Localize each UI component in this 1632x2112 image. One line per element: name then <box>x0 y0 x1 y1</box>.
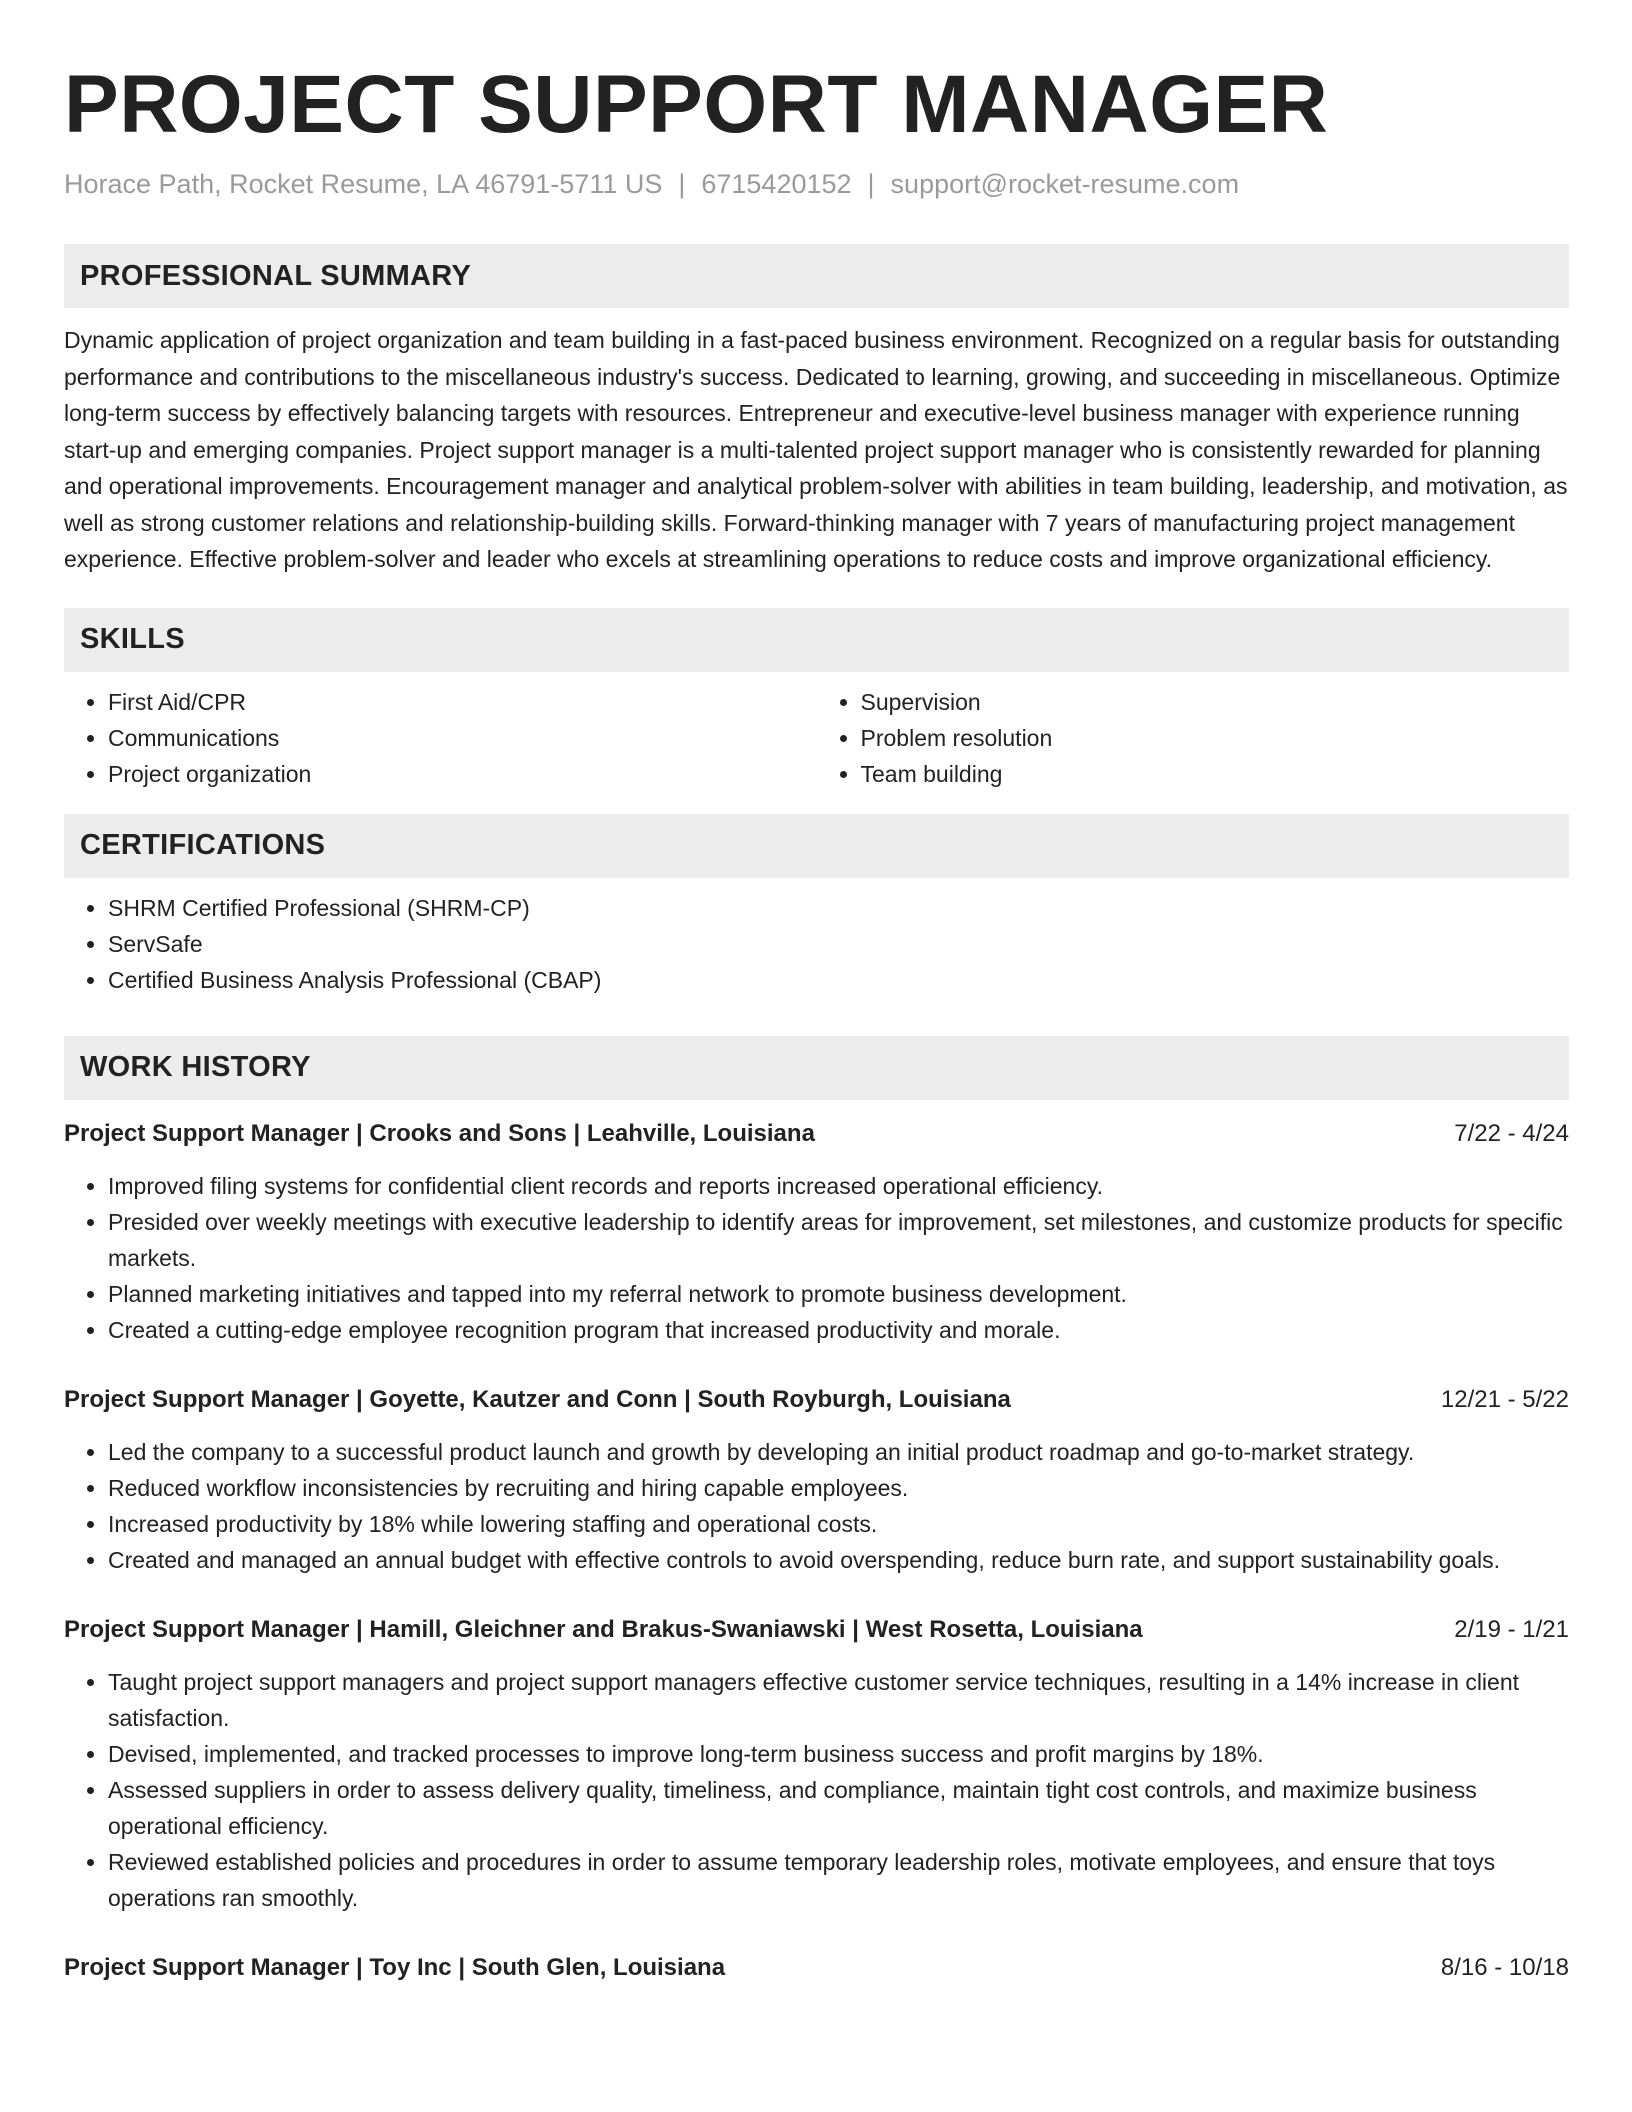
job-header <box>64 1382 1569 1418</box>
job-title: Project Support Manager | Goyette, Kautzer and Conn | South Royburgh, Louisiana <box>64 1385 1011 1413</box>
job-bullet: • Reduced workflow inconsistencies by recruiting and hiring capable employees. <box>108 1470 1569 1506</box>
summary-text: Dynamic application of project organization and team building in a fast-paced business environment. Recognized on a regular basis for outstanding performance and contributions to the miscellaneous industry's success. Dedicated to learning, growing, and succeeding in miscellaneous. Optimize long-term success by effectively balancing targets with resources. Entrepreneur and executive-level business manager with experience running start-up and emerging companies. Project support manager is a multi-talented project support manager who is consistently rewarded for planning and operational improvements. Encouragement manager and analytical problem-solver with abilities in team building, leadership, and motivation, as well as strong customer relations and relationship-building skills. Forward-thinking manager with 7 years of manufacturing project management experience. Effective problem-solver and leader who excels at streamlining operations to reduce costs and improve organizational efficiency. <box>64 327 1568 572</box>
job-header <box>64 1116 1569 1152</box>
skills-column-right <box>817 684 1570 792</box>
skill-item: • Problem resolution <box>861 720 1570 756</box>
job-bullet: • Created and managed an annual budget with effective controls to avoid overspending, reduce burn rate, and support sustainability goals. <box>108 1542 1569 1578</box>
summary-heading: PROFESSIONAL SUMMARY <box>64 244 1569 308</box>
job-bullet: • Devised, implemented, and tracked processes to improve long-term business success and profit margins by 18%. <box>108 1736 1569 1772</box>
job-bullet: • Taught project support managers and project support managers effective customer service techniques, resulting in a 14% increase in client satisfaction. <box>108 1664 1569 1736</box>
contact-line <box>64 166 1569 202</box>
skills-list <box>64 684 1569 792</box>
job-title: Project Support Manager | Hamill, Gleichner and Brakus-Swaniawski | West Rosetta, Louisiana <box>64 1615 1143 1643</box>
job-bullet: • Assessed suppliers in order to assess delivery quality, timeliness, and compliance, maintain tight cost controls, and maximize business operational efficiency. <box>108 1772 1569 1844</box>
job-bullet: • Led the company to a successful product launch and growth by developing an initial product roadmap and go-to-market strategy. <box>108 1434 1569 1470</box>
contact-separator: | <box>678 169 686 199</box>
job-bullets <box>64 1434 1569 1578</box>
job-header <box>64 1612 1569 1648</box>
certification-item: • Certified Business Analysis Professional (CBAP) <box>108 962 1569 998</box>
job-title: Project Support Manager | Crooks and Sons | Leahville, Louisiana <box>64 1119 815 1147</box>
certification-item: • ServSafe <box>108 926 1569 962</box>
job-bullets <box>64 1168 1569 1348</box>
job-dates: 8/16 - 10/18 <box>1440 1953 1569 1981</box>
resume-name: PROJECT SUPPORT MANAGER <box>64 59 1329 150</box>
job-bullet: • Increased productivity by 18% while lowering staffing and operational costs. <box>108 1506 1569 1542</box>
job-entry <box>64 1116 1569 1348</box>
skills-heading: SKILLS <box>64 608 1569 672</box>
skill-item: • First Aid/CPR <box>108 684 817 720</box>
job-bullet: • Planned marketing initiatives and tapped into my referral network to promote business development. <box>108 1276 1569 1312</box>
job-bullet: • Created a cutting-edge employee recognition program that increased productivity and morale. <box>108 1312 1569 1348</box>
job-bullet: • Presided over weekly meetings with executive leadership to identify areas for improvement, set milestones, and customize products for specific markets. <box>108 1204 1569 1276</box>
certifications-list <box>64 890 1569 998</box>
job-bullets <box>64 1664 1569 1916</box>
contact-separator: | <box>867 169 875 199</box>
job-bullet: • Reviewed established policies and procedures in order to assume temporary leadership roles, motivate employees, and ensure that toys operations ran smoothly. <box>108 1844 1569 1916</box>
job-title: Project Support Manager | Toy Inc | South Glen, Louisiana <box>64 1953 726 1981</box>
job-dates: 2/19 - 1/21 <box>1454 1615 1569 1643</box>
contact-address: Horace Path, Rocket Resume, LA 46791-5711 US <box>64 169 663 199</box>
job-header <box>64 1950 1569 1986</box>
job-entry <box>64 1612 1569 1916</box>
job-dates: 7/22 - 4/24 <box>1454 1119 1569 1147</box>
skill-item: • Communications <box>108 720 817 756</box>
skill-item: • Team building <box>861 756 1570 792</box>
skill-item: • Supervision <box>861 684 1570 720</box>
contact-phone: 6715420152 <box>701 169 852 199</box>
certification-item: • SHRM Certified Professional (SHRM-CP) <box>108 890 1569 926</box>
job-entry <box>64 1950 1569 1986</box>
job-entry <box>64 1382 1569 1578</box>
certifications-heading: CERTIFICATIONS <box>64 814 1569 878</box>
contact-email: support@rocket-resume.com <box>890 169 1240 199</box>
job-dates: 12/21 - 5/22 <box>1440 1385 1569 1413</box>
work-history-heading: WORK HISTORY <box>64 1036 1569 1100</box>
skills-column-left <box>64 684 817 792</box>
job-bullet: • Improved filing systems for confidential client records and reports increased operational efficiency. <box>108 1168 1569 1204</box>
skill-item: • Project organization <box>108 756 817 792</box>
